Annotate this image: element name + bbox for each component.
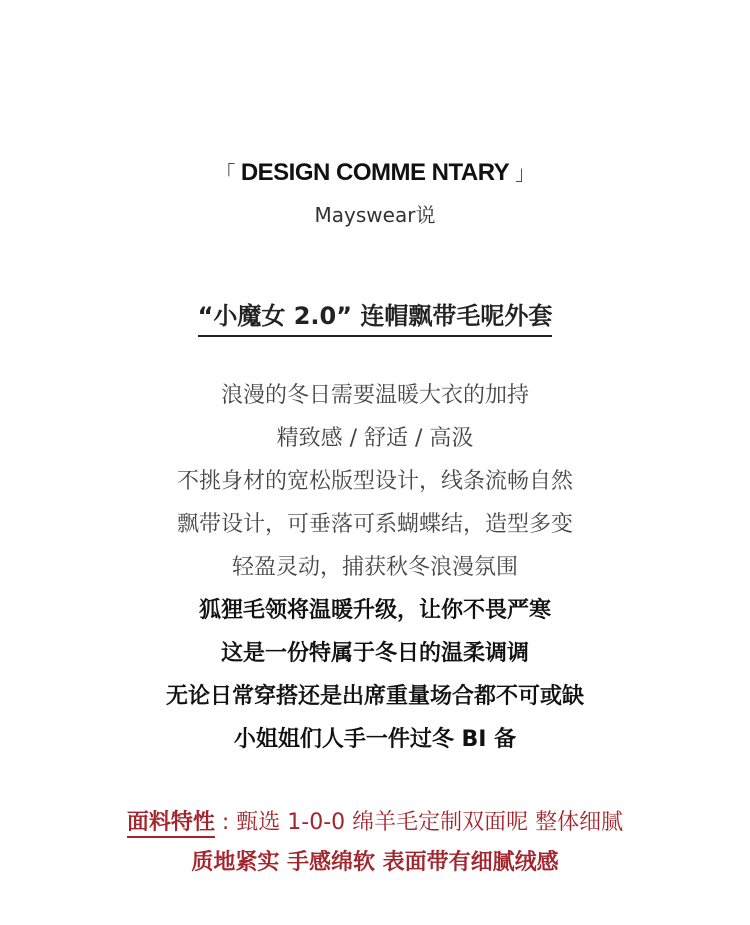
- fabric-section: [0, 806, 750, 886]
- product-title-wrapper: [0, 296, 750, 337]
- description-line: 浪漫的冬日需要温暖大衣的加持: [220, 383, 529, 408]
- description-line: 轻盈灵动，捕获秋冬浪漫氛围: [231, 555, 518, 580]
- description-line: 飘带设计，可垂落可系蝴蝶结，造型多变: [176, 512, 573, 537]
- product-title: “小魔女 2.0” 连帽飘带毛呢外套: [198, 296, 553, 337]
- bracket-close: 」: [515, 163, 535, 185]
- fabric-line-1: [0, 806, 750, 846]
- description-bold-line: 无论日常穿搭还是出席重量场合都不可或缺: [165, 684, 584, 709]
- description-bold-line: 小姐姐们人手一件过冬 BI 备: [233, 727, 517, 752]
- section-title: DESIGN COMME NTARY: [240, 159, 510, 186]
- bracket-open: 「: [215, 163, 235, 185]
- description-bold-line: 狐狸毛领将温暖升级，让你不畏严寒: [198, 598, 551, 623]
- description-line: 精致感 / 舒适 / 高汲: [276, 426, 474, 451]
- fabric-line-2: 质地紧实 手感绵软 表面带有细腻绒感: [191, 850, 559, 875]
- fabric-text: : 甄选 1-0-0 绵羊毛定制双面呢 整体细腻: [214, 810, 624, 835]
- section-subtitle: Mayswear说: [314, 203, 436, 227]
- description-block: [0, 378, 750, 765]
- fabric-label: 面料特性: [127, 810, 215, 838]
- description-line: 不挑身材的宽松版型设计，线条流畅自然: [176, 469, 573, 494]
- section-header: [0, 157, 750, 187]
- description-bold-line: 这是一份特属于冬日的温柔调调: [220, 641, 529, 666]
